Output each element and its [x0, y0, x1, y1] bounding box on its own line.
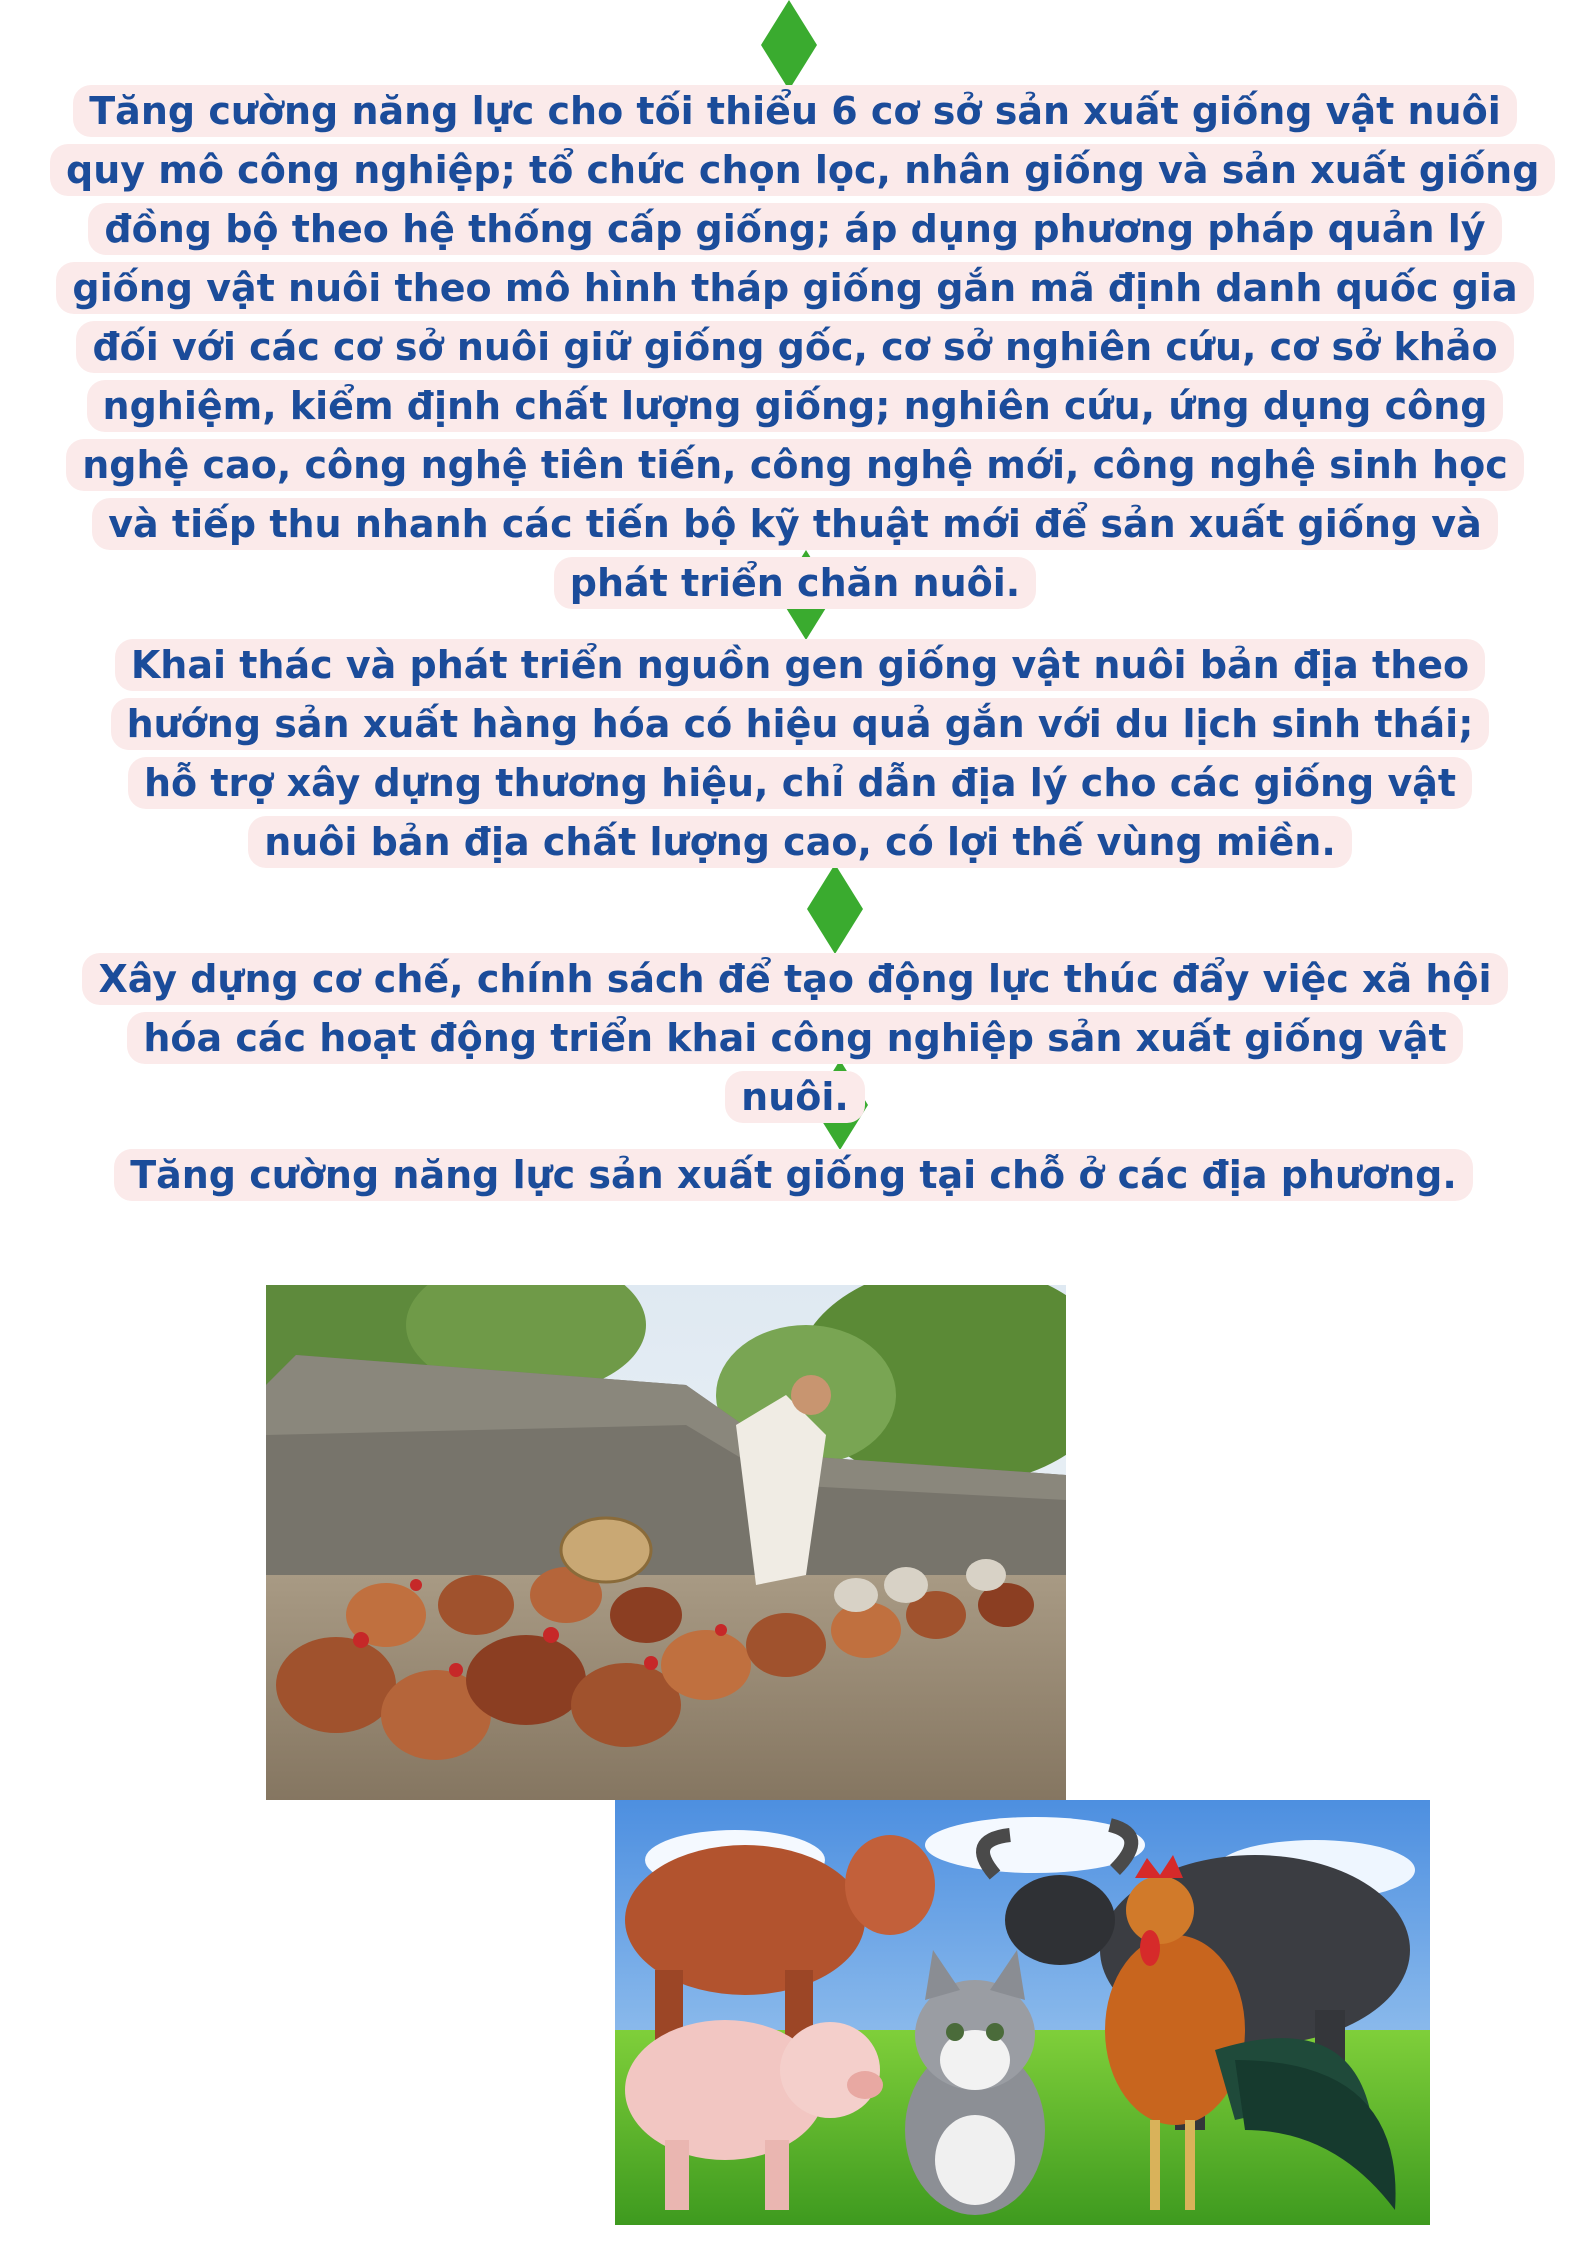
- paragraph-3: Xây dựng cơ chế, chính sách để tạo động lực thúc đẩy việc xã hội hóa các hoạt động triển khai công nghiệp sản xuất giống vật nuôi.: [82, 953, 1507, 1123]
- diamond-bullet-icon: [761, 0, 817, 90]
- paragraph-block: [90, 636, 1510, 872]
- paragraph-block: [0, 1146, 1587, 1205]
- paragraph-block: [50, 82, 1540, 613]
- chicken-farm-photo: [266, 1285, 1066, 1800]
- farm-animals-photo: [615, 1800, 1430, 2225]
- paragraph-2: Khai thác và phát triển nguồn gen giống vật nuôi bản địa theo hướng sản xuất hàng hóa có hiệu quả gắn với du lịch sinh thái; hỗ trợ xây dựng thương hiệu, chỉ dẫn địa lý cho các giống vật nuôi bản địa chất lượng cao, có lợi thế vùng miền.: [111, 639, 1490, 868]
- paragraph-block: [80, 950, 1510, 1127]
- paragraph-1: Tăng cường năng lực cho tối thiểu 6 cơ sở sản xuất giống vật nuôi quy mô công nghiệp; tổ chức chọn lọc, nhân giống và sản xuất giống đồng bộ theo hệ thống cấp giống; áp dụng phương pháp quản lý giống vật nuôi theo mô hình tháp giống gắn mã định danh quốc gia đối với các cơ sở nuôi giữ giống gốc, cơ sở nghiên cứu, cơ sở khảo nghiệm, kiểm định chất lượng giống; nghiên cứu, ứng dụng công nghệ cao, công nghệ tiên tiến, công nghệ mới, công nghệ sinh học và tiếp thu nhanh các tiến bộ kỹ thuật mới để sản xuất giống và phát triển chăn nuôi.: [50, 85, 1555, 609]
- diamond-bullet-icon: [807, 864, 863, 954]
- paragraph-4: Tăng cường năng lực sản xuất giống tại chỗ ở các địa phương.: [114, 1149, 1473, 1201]
